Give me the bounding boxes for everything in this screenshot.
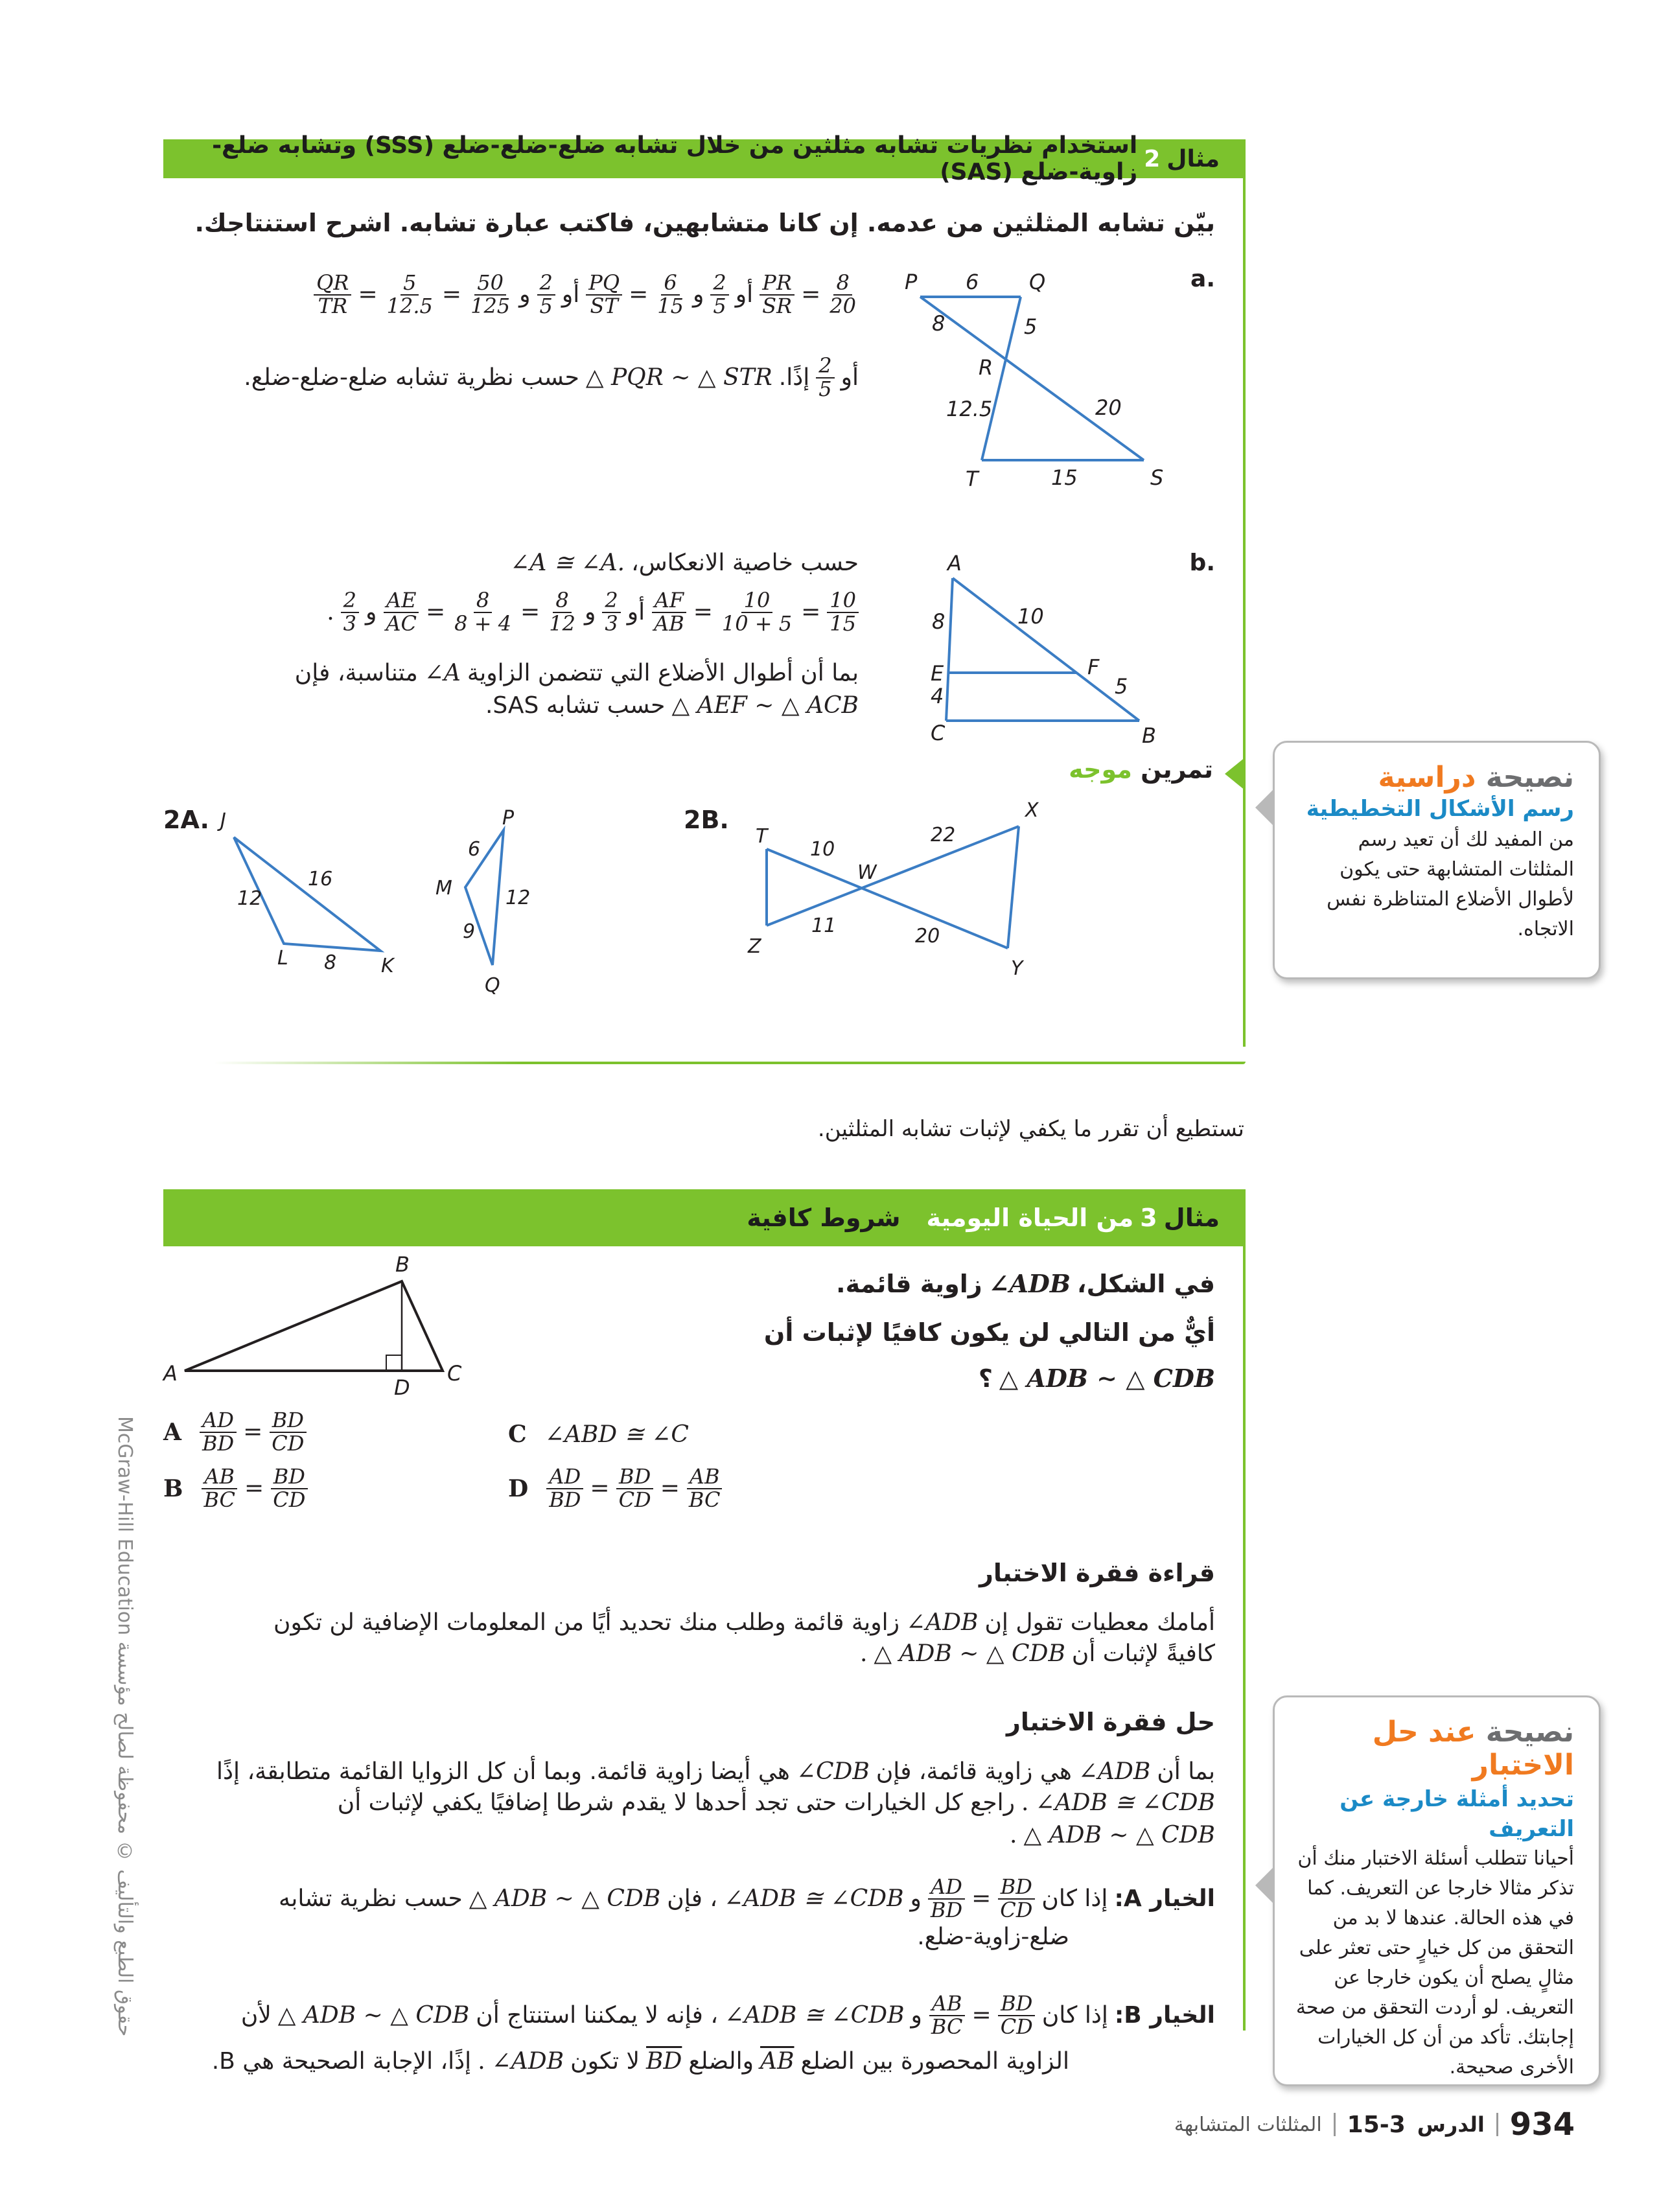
read-line1 (273, 1609, 1215, 1636)
fraction-denominator: 5 (818, 376, 832, 401)
fraction (468, 272, 513, 317)
example-label: مثال (1163, 1204, 1220, 1232)
side-EC: 4 (931, 684, 944, 708)
fraction-numerator: BD (270, 1410, 307, 1433)
study-tip-text (1294, 794, 1574, 944)
fraction-numerator: 50 (474, 272, 506, 296)
math-operator: = (971, 1885, 992, 1913)
copyright-vertical: حقوق الطبع والتأليف © محفوظة لصالح مؤسسة McGraw-Hill Education (113, 1416, 136, 2037)
math-operator: = (590, 1475, 610, 1502)
side-JK: 16 (308, 868, 333, 891)
math-operator: = (441, 281, 462, 309)
fraction (760, 272, 795, 317)
math-operator: = (971, 2002, 992, 2029)
vertex-F: F (1087, 655, 1100, 679)
example-label: مثال (1166, 145, 1220, 172)
fraction-denominator: AB (654, 611, 684, 636)
text-run: ، فإنه لا يمكننا استنتاج أن (476, 2002, 718, 2029)
vertex-E: E (931, 661, 944, 686)
text-run: كافيةً لإثبات أن (1071, 1640, 1215, 1667)
choice-label: الخيار A: (1114, 1885, 1215, 1913)
fraction-numerator: AF (652, 590, 686, 613)
math-expression: △ ADB ∼ △ CDB (874, 1640, 1065, 1667)
option-content (200, 1410, 307, 1454)
fraction (710, 272, 728, 317)
page-number: 934 (1509, 2106, 1575, 2143)
segment-AB (953, 578, 1139, 721)
text-run: و (692, 281, 704, 309)
test-tip-word2: عند حل الاختبار (1372, 1716, 1574, 1782)
fraction-numerator: AD (928, 1876, 965, 1900)
fraction (341, 590, 359, 634)
segment-TY (767, 849, 1008, 948)
option-content (201, 1466, 308, 1511)
text-run: ؟ (978, 1364, 993, 1393)
text-run: لأن (240, 2002, 272, 2029)
side-FB: 5 (1115, 674, 1128, 699)
example-subtitle: من الحياة اليومية (926, 1204, 1134, 1232)
footer-lesson-label: الدرس (1417, 2112, 1485, 2137)
guided-practice-word1: تمرين (1141, 755, 1213, 784)
fraction-numerator: PR (760, 272, 795, 296)
vertex-S: S (1150, 465, 1164, 490)
side-MQ: 9 (463, 920, 476, 943)
fraction (452, 590, 514, 634)
study-tip-box (1273, 741, 1601, 979)
math-expression: ∠ADB ≅ ∠CDB (1035, 1789, 1215, 1816)
text-run: والضلع (688, 2048, 754, 2075)
segment-name: $\overline{BD}$ (646, 2048, 682, 2075)
fraction-numerator: BD (998, 1993, 1035, 2016)
vertex-B: B (1142, 723, 1156, 745)
test-taking-tip-box (1273, 1695, 1601, 2086)
fraction-denominator: ST (590, 293, 618, 318)
study-tip-body: المفيد لك أن تعيد رسم المثلثات المتشابهة حتى يكون لأطوال الأضلاع المتناظرة نفس الاتجاه. (1327, 828, 1574, 940)
fraction-denominator: CD (272, 1430, 305, 1456)
example-title: شروط كافية (747, 1204, 901, 1232)
part-a-label: .a (1190, 266, 1215, 292)
fraction-denominator: BC (931, 2014, 963, 2039)
math-expression: ∠ADB ≅ ∠CDB (724, 2002, 905, 2029)
text-run: إذا كان (1041, 1885, 1108, 1913)
guided-practice-word2: موجه (1069, 755, 1132, 784)
example-number: 2 (1144, 145, 1161, 172)
fraction-denominator: 8 + 4 (454, 611, 512, 636)
side-QR: 5 (1024, 314, 1038, 339)
fraction (269, 1410, 307, 1454)
vertex-C: C (447, 1361, 462, 1386)
right-angle-mark (386, 1355, 402, 1371)
fraction (384, 272, 435, 317)
segment-name: $\overline{AB}$ (760, 2048, 795, 2075)
fraction (929, 1993, 966, 2038)
segment-XY (1008, 826, 1019, 948)
study-tip-word1: نصيحة (1485, 761, 1574, 794)
text-run: أو (627, 599, 645, 626)
fraction (816, 355, 834, 400)
vertex-A: A (947, 551, 962, 576)
fraction-denominator: CD (1000, 1897, 1033, 1922)
fraction-numerator: 8 (833, 272, 852, 296)
question-line3 (979, 1364, 1215, 1393)
test-tip-word1: نصيحة (1485, 1716, 1574, 1749)
vertex-R: R (979, 355, 993, 380)
math-expression: ∠ADB (1078, 1758, 1151, 1785)
math-expression: ∠ADB (491, 2048, 564, 2075)
text-run: و (365, 599, 377, 626)
fraction (651, 590, 687, 634)
fraction-denominator: CD (618, 1487, 651, 1512)
fraction-denominator: 5 (713, 293, 726, 318)
fraction-numerator: 2 (537, 272, 555, 296)
side-SR: 20 (1095, 395, 1122, 420)
side-LK: 8 (324, 951, 337, 974)
option-letter: A (163, 1418, 181, 1446)
fraction-denominator: 15 (657, 293, 684, 318)
fraction (655, 272, 686, 317)
fraction-numerator: 6 (661, 272, 679, 296)
fraction (616, 1466, 654, 1511)
math-expression: ∠ADB ≅ ∠CDB (723, 1885, 904, 1913)
example3-frame-right (1243, 1246, 1246, 2031)
option-content (545, 1421, 689, 1448)
math-expression: ∠A ≅ ∠A. (510, 550, 625, 576)
fraction (686, 1466, 723, 1511)
side-ZW: 11 (811, 914, 837, 937)
solve-heading: حل فقرة الاختبار (1006, 1708, 1215, 1736)
math-expression: ∠ADB (905, 1609, 979, 1636)
part-a-conclusion (244, 355, 859, 400)
vertex-X: X (1025, 799, 1039, 822)
read-heading: قراءة فقرة الاختبار (979, 1559, 1215, 1587)
fraction-denominator: BD (202, 1430, 235, 1456)
text-run: زاوية قائمة. (836, 1269, 982, 1298)
part-b-reflexive (510, 550, 859, 576)
choice-A-line2: ضلع-زاوية-ضلع. (917, 1924, 1069, 1950)
vertex-W: W (857, 861, 877, 884)
side-AE: 8 (932, 609, 946, 634)
example2-frame-right (1243, 139, 1246, 1047)
fraction-numerator: BD (616, 1466, 653, 1489)
choice-label: الخيار B: (1114, 2002, 1215, 2029)
fraction-numerator: 10 (827, 590, 859, 613)
question-line2: أيٌّ من التالي لن يكون كافيًا لإثبات أن (763, 1318, 1215, 1347)
vertex-A: A (163, 1361, 178, 1386)
math-operator: . (478, 2048, 485, 2075)
test-tip-heading: تحديد أمثلة خارجة عن التعريف (1340, 1786, 1574, 1842)
exercise-2A-figures (207, 804, 557, 998)
text-run: أو (735, 281, 754, 309)
math-operator: = (801, 599, 821, 626)
vertex-Z: Z (748, 935, 761, 958)
side-WY: 20 (915, 925, 940, 948)
guided-practice-heading (1069, 755, 1213, 784)
math-expression: △ AEF ∼ △ ACB (671, 692, 859, 719)
option-letter: B (163, 1474, 183, 1502)
example2-frame-bottom (214, 1062, 1246, 1064)
math-expression: △ PQR ∼ △ STR (585, 364, 772, 391)
text-run: أمامك معطيات تقول إن (984, 1609, 1215, 1636)
part-a-figure (901, 266, 1173, 493)
read-line2 (860, 1640, 1215, 1667)
fraction-denominator: 125 (470, 293, 511, 318)
math-expression: ∠ABD ≅ ∠C (544, 1421, 689, 1448)
example-number: 3 (1140, 1204, 1157, 1232)
text-run: راجع كل الخيارات حتى تجد أحدها لا يقدم شرطا إضافيًا يكفي لإثبات أن (337, 1789, 1015, 1816)
part-b-reason (295, 660, 859, 686)
fraction-denominator: AC (386, 611, 417, 636)
fraction-numerator: 10 (741, 590, 773, 613)
vertex-Y: Y (1011, 957, 1023, 979)
fraction-denominator: SR (762, 293, 793, 318)
math-operator: = (520, 599, 540, 626)
fraction (200, 1410, 237, 1454)
math-expression: △ ADB ∼ △ CDB (1023, 1822, 1215, 1848)
exercise-2B-figure (732, 791, 1056, 979)
fraction-denominator: CD (273, 1487, 306, 1512)
text-run: متناسبة، فإن (294, 660, 418, 686)
footer-divider (1496, 2113, 1498, 2136)
choice-B-line1 (241, 1993, 1215, 2038)
math-operator: = (426, 599, 446, 626)
side-TS: 15 (1051, 465, 1078, 490)
example-title: استخدام نظريات تشابه مثلثين من خلال تشابه ضلع-ضلع-ضلع (SSS) وتشابه ضلع-زاوية-ضلع (SAS) (212, 132, 1138, 185)
fraction (602, 590, 620, 634)
vertex-P: P (905, 270, 918, 294)
footer-chapter: المثلثات المتشابهة (1174, 2113, 1322, 2136)
fraction-numerator: AD (546, 1466, 583, 1489)
text-run: إذًا. (778, 364, 810, 391)
side-PM: 6 (468, 838, 481, 861)
side-PR: 8 (932, 311, 946, 336)
guided-practice-arrow (1225, 757, 1246, 791)
fraction-numerator: BD (998, 1876, 1035, 1900)
vertex-Q: Q (1029, 270, 1046, 294)
text-run: و (911, 2002, 922, 2029)
text-run: الزاوية المحصورة بين الضلع (800, 2048, 1069, 2075)
part-a-ratios (314, 272, 859, 317)
fraction-denominator: 20 (830, 293, 856, 318)
fraction-denominator: BD (930, 1897, 963, 1922)
option-letter: D (508, 1474, 529, 1502)
vertex-L: L (277, 947, 288, 970)
study-tip-heading: رسم الأشكال التخطيطية (1306, 796, 1574, 822)
fraction (827, 590, 859, 634)
fraction-numerator: AD (200, 1410, 237, 1433)
math-operator: . (1010, 1822, 1017, 1848)
fraction (201, 1466, 238, 1511)
text-run: ، فإن (667, 1885, 717, 1913)
text-run: أو (841, 364, 859, 391)
math-expression: △ ADB ∼ △ CDB (999, 1364, 1215, 1393)
segment-AC (946, 578, 953, 721)
vertex-P: P (502, 807, 515, 830)
side-TR: 12.5 (946, 397, 993, 421)
text-run: هي أيضا زاوية قائمة. وبما أن كل الزوايا القائمة متطابقة، إذًا (216, 1758, 790, 1785)
text-run: و (910, 1885, 922, 1913)
text-run: حسب نظرية تشابه ضلع-ضلع-ضلع. (244, 364, 579, 391)
triangle-ABC (185, 1281, 443, 1371)
fraction-numerator: 2 (710, 272, 728, 296)
exercise-2A-label[interactable]: 2A. (163, 806, 209, 834)
math-expression: △ ADB ∼ △ CDB (277, 2002, 470, 2029)
fraction (997, 1876, 1035, 1921)
side-JL: 12 (237, 887, 262, 910)
study-tip-word2: دراسية (1378, 761, 1476, 794)
instruction: بيّن تشابه المثلثين من عدمه. إن كانا متشابهين، فاكتب عبارة تشابه. اشرح استنتاجك. (194, 209, 1215, 237)
fraction-numerator: 5 (400, 272, 419, 296)
fraction-denominator: CD (1000, 2014, 1033, 2039)
fraction-denominator: 12.5 (386, 293, 433, 318)
example3-figure (156, 1251, 480, 1400)
fraction (546, 1466, 583, 1511)
choice-A-line1 (279, 1876, 1215, 1921)
text-run: إذًا، الإجابة الصحيحة هي B. (211, 2048, 472, 2075)
fraction (928, 1876, 965, 1921)
math-operator: = (243, 1419, 263, 1446)
vertex-C: C (931, 721, 946, 745)
fraction-denominator: 10 + 5 (721, 611, 793, 636)
text-run: هي زاوية قائمة، فإن (876, 1758, 1072, 1785)
math-operator: = (693, 599, 713, 626)
fraction (827, 272, 859, 317)
vertex-D: D (394, 1375, 410, 1400)
math-expression: ∠ADB (988, 1269, 1071, 1298)
fraction-denominator: BC (203, 1487, 236, 1512)
math-operator: = (629, 281, 649, 309)
fraction-denominator: 5 (539, 293, 553, 318)
fraction-numerator: 8 (474, 590, 492, 613)
math-expression: △ ADB ∼ △ CDB (469, 1885, 661, 1913)
vertex-K: K (381, 955, 394, 977)
text-run: زاوية قائمة وطلب منك تحديد أيًا من المعلومات الإضافية لن تكون (273, 1609, 899, 1636)
fraction (537, 272, 555, 317)
text-run: إذا كان (1041, 2002, 1108, 2029)
fraction (270, 1466, 308, 1511)
study-tip-title (1294, 761, 1574, 794)
text-run: و (584, 599, 596, 626)
question-line1 (836, 1269, 1215, 1298)
fraction-denominator: 15 (830, 611, 856, 636)
page-footer (1174, 2106, 1575, 2143)
fraction-numerator: QR (314, 272, 351, 296)
vertex-B: B (395, 1252, 410, 1277)
math-operator: = (244, 1475, 264, 1502)
solve-line2 (338, 1789, 1215, 1816)
vertex-T: T (756, 825, 768, 848)
fraction-numerator: 2 (816, 355, 834, 378)
vertex-Q: Q (485, 974, 500, 997)
footer-divider (1334, 2113, 1336, 2136)
part-b-conclusion (485, 692, 859, 719)
example2-header (163, 132, 1246, 185)
vertex-M: M (435, 877, 452, 900)
study-tip-lead: من (1549, 828, 1574, 851)
test-tip-body: أحيانا تتطلب أسئلة الاختبار منك أن تذكر مثالا خارجا عن التعريف. كما في هذه الحالة. عندها لا بد من التحقق من كل خيارٍ حتى تعثر على مثالٍ يصلح أن يكون خارجا عن التعريف. لو أردت التحقق من صحة إجابتك. تأكد من أن كل الخيارات الأخرى صحيحة. (1295, 1847, 1574, 2078)
fraction-numerator: 8 (553, 590, 571, 613)
fraction-denominator: BD (549, 1487, 581, 1512)
fraction-numerator: 2 (602, 590, 620, 613)
option-C[interactable] (508, 1421, 689, 1448)
side-PQ: 12 (505, 887, 531, 909)
segment-ZX (767, 826, 1019, 926)
fraction-numerator: 2 (341, 590, 359, 613)
option-B[interactable] (163, 1466, 308, 1511)
fraction-denominator: 3 (605, 611, 618, 636)
text-run: لا تكون (570, 2048, 640, 2075)
fraction-numerator: AE (384, 590, 419, 613)
side-WX: 22 (931, 824, 956, 846)
text-run: أو (561, 281, 580, 309)
text-run: بما أن أطوال الأضلاع التي تتضمن الزاوية (467, 660, 859, 686)
fraction (383, 590, 419, 634)
math-operator: . (859, 1640, 868, 1667)
math-operator: = (660, 1475, 680, 1502)
solve-line3 (1010, 1822, 1215, 1848)
option-D[interactable] (508, 1466, 723, 1511)
fraction-denominator: 12 (549, 611, 575, 636)
text-run: بما أن (1157, 1758, 1215, 1785)
text-run: في الشكل، (1077, 1269, 1215, 1298)
side-PQ: 6 (966, 270, 979, 294)
exercise-2B-label[interactable]: 2B. (684, 806, 729, 834)
part-b-label: .b (1189, 550, 1215, 576)
test-tip-title (1294, 1716, 1574, 1782)
text-run: حسب خاصية الانعكاس، (631, 550, 859, 576)
side-AF: 10 (1017, 604, 1044, 629)
footer-lesson-number: 15-3 (1347, 2111, 1406, 2138)
option-A[interactable] (163, 1410, 307, 1454)
fraction (719, 590, 795, 634)
part-b-ratios (327, 590, 859, 634)
fraction (586, 272, 622, 317)
fraction (546, 590, 578, 634)
math-operator: = (358, 281, 378, 309)
option-content (546, 1466, 723, 1511)
fraction (314, 272, 351, 317)
fraction (998, 1993, 1036, 2038)
vertex-T: T (966, 467, 979, 491)
transition-text: تستطيع أن تقرر ما يكفي لإثبات تشابه المثلثين. (817, 1116, 1244, 1142)
fraction-numerator: PQ (586, 272, 622, 296)
math-expression: ∠A (424, 660, 461, 686)
fraction-numerator: AB (929, 1993, 965, 2016)
fraction-denominator: BC (688, 1487, 721, 1512)
text-run: حسب تشابه SAS. (485, 692, 666, 719)
fraction-numerator: BD (271, 1466, 308, 1489)
side-TW: 10 (810, 838, 835, 861)
fraction-denominator: TR (318, 293, 348, 318)
fraction-denominator: 3 (343, 611, 357, 636)
text-run: حسب نظرية تشابه (279, 1885, 463, 1913)
example3-header (163, 1189, 1246, 1246)
math-operator: = (801, 281, 821, 309)
vertex-J: J (220, 809, 226, 832)
math-expression: ∠CDB (796, 1758, 870, 1785)
option-letter: C (508, 1421, 527, 1448)
part-b-figure (914, 551, 1173, 745)
math-operator: . (327, 599, 334, 626)
choice-B-line2 (212, 2048, 1069, 2075)
fraction-numerator: AB (202, 1466, 237, 1489)
solve-line1 (216, 1758, 1215, 1785)
math-operator: . (1021, 1789, 1029, 1816)
text-run: و (519, 281, 531, 309)
fraction-numerator: AB (687, 1466, 723, 1489)
